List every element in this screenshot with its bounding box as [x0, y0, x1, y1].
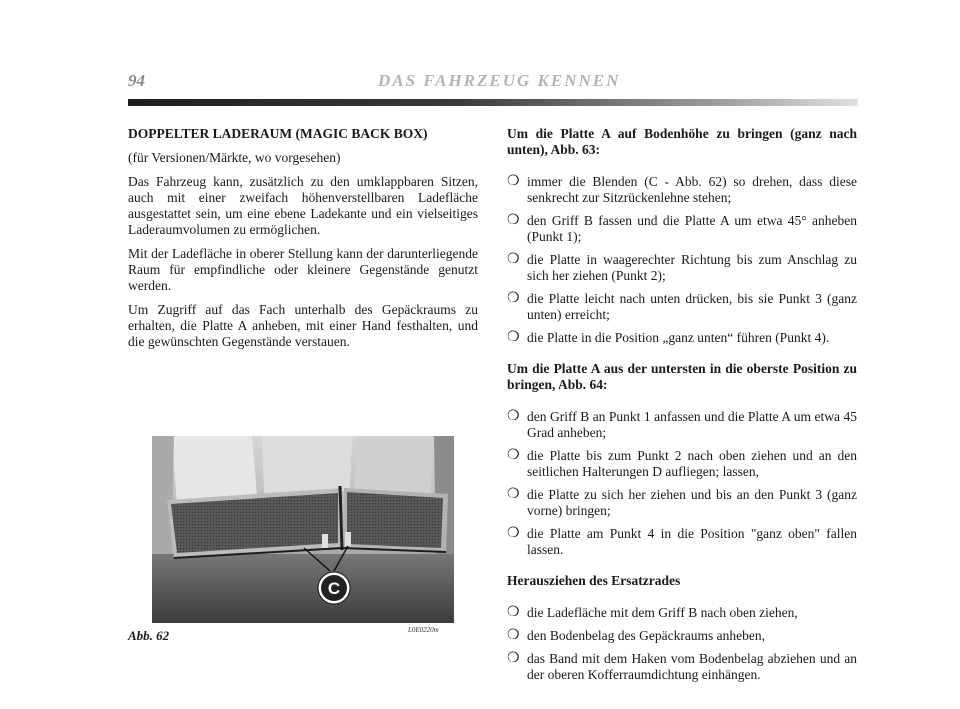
bullet-icon: ❍: [507, 291, 520, 306]
list-item: ❍ die Platte zu sich her ziehen und bis an den Punkt 3 (ganz vorne) bringen;: [507, 487, 857, 518]
header-rule: [128, 99, 858, 106]
list-item: ❍ die Platte leicht nach unten drücken, bis sie Punkt 3 (ganz unten) erreicht;: [507, 291, 857, 322]
figure-cargo-floor-photo: [152, 436, 454, 623]
callout-label: C: [327, 579, 341, 598]
list-item: ❍ die Ladefläche mit dem Griff B nach oben ziehen,: [507, 605, 798, 620]
bullet-list-raise: [507, 409, 857, 558]
list-item: ❍ das Band mit dem Haken vom Bodenbelag abziehen und an der oberen Kofferraumdichtung einhängen.: [507, 651, 857, 682]
bullet-icon: ❍: [507, 628, 520, 643]
body-paragraph: Mit der Ladefläche in oberer Stellung kann der darunterliegende Raum für empfindliche oder kleinere Gegenstände genutzt werden.: [128, 246, 478, 293]
list-item: ❍ die Platte am Punkt 4 in die Position "ganz oben" fallen lassen.: [507, 526, 857, 557]
cargo-floor-illustration: [152, 436, 454, 623]
bullet-icon: ❍: [507, 448, 520, 463]
bullet-icon: ❍: [507, 330, 520, 345]
list-item: ❍ den Bodenbelag des Gepäckraums anheben,: [507, 628, 766, 643]
bullet-list-spare-wheel: [507, 605, 857, 683]
right-column: [507, 126, 857, 690]
section-heading: DOPPELTER LADERAUM (MAGIC BACK BOX): [128, 126, 428, 141]
bullet-icon: ❍: [507, 651, 520, 666]
list-item: ❍ die Platte bis zum Punkt 2 nach oben ziehen und an den seitlichen Halterungen D aufliegen; lassen,: [507, 448, 857, 479]
bullet-icon: ❍: [507, 605, 520, 620]
bullet-list-lower: [507, 174, 857, 346]
bullet-icon: ❍: [507, 487, 520, 502]
bullet-icon: ❍: [507, 252, 520, 267]
page-number: 94: [128, 71, 145, 90]
running-title: DAS FAHRZEUG KENNEN: [378, 71, 621, 90]
instructions-heading-raise: Um die Platte A aus der untersten in die oberste Position zu bringen, Abb. 64:: [507, 361, 857, 392]
section-subheading: (für Versionen/Märkte, wo vorgesehen): [128, 150, 341, 165]
instructions-heading-spare-wheel: Herausziehen des Ersatzrades: [507, 573, 681, 588]
bullet-icon: ❍: [507, 409, 520, 424]
list-item: ❍ den Griff B an Punkt 1 anfassen und die Platte A um etwa 45 Grad anheben;: [507, 409, 857, 440]
figure-code: L0E0220m: [408, 626, 439, 634]
bullet-icon: ❍: [507, 213, 520, 228]
left-column: [128, 126, 478, 358]
list-item: ❍ die Platte in die Position „ganz unten“ führen (Punkt 4).: [507, 330, 830, 345]
body-paragraph: Das Fahrzeug kann, zusätzlich zu den umklappbaren Sitzen, auch mit einer zweifach höhenverstellbaren Ladefläche ausgestattet sein, um eine ebene Ladekante und ein vielseitiges Laderaumvolumen zu ermöglichen.: [128, 174, 478, 237]
body-paragraph: Um Zugriff auf das Fach unterhalb des Gepäckraums zu erhalten, die Platte A anheben, mit einer Hand festhalten, und die gewünschten Gegenstände verstauen.: [128, 302, 478, 349]
list-item: ❍ die Platte in waagerechter Richtung bis zum Anschlag zu sich her ziehen (Punkt 2);: [507, 252, 857, 283]
list-item: ❍ den Griff B fassen und die Platte A um etwa 45° anheben (Punkt 1);: [507, 213, 857, 244]
figure-caption: Abb. 62: [128, 628, 170, 643]
list-item: ❍ immer die Blenden (C - Abb. 62) so drehen, dass diese senkrecht zur Sitzrückenlehne stehen;: [507, 174, 857, 205]
instructions-heading-lower: Um die Platte A auf Bodenhöhe zu bringen (ganz nach unten), Abb. 63:: [507, 126, 857, 157]
bullet-icon: ❍: [507, 526, 520, 541]
bullet-icon: ❍: [507, 174, 520, 189]
